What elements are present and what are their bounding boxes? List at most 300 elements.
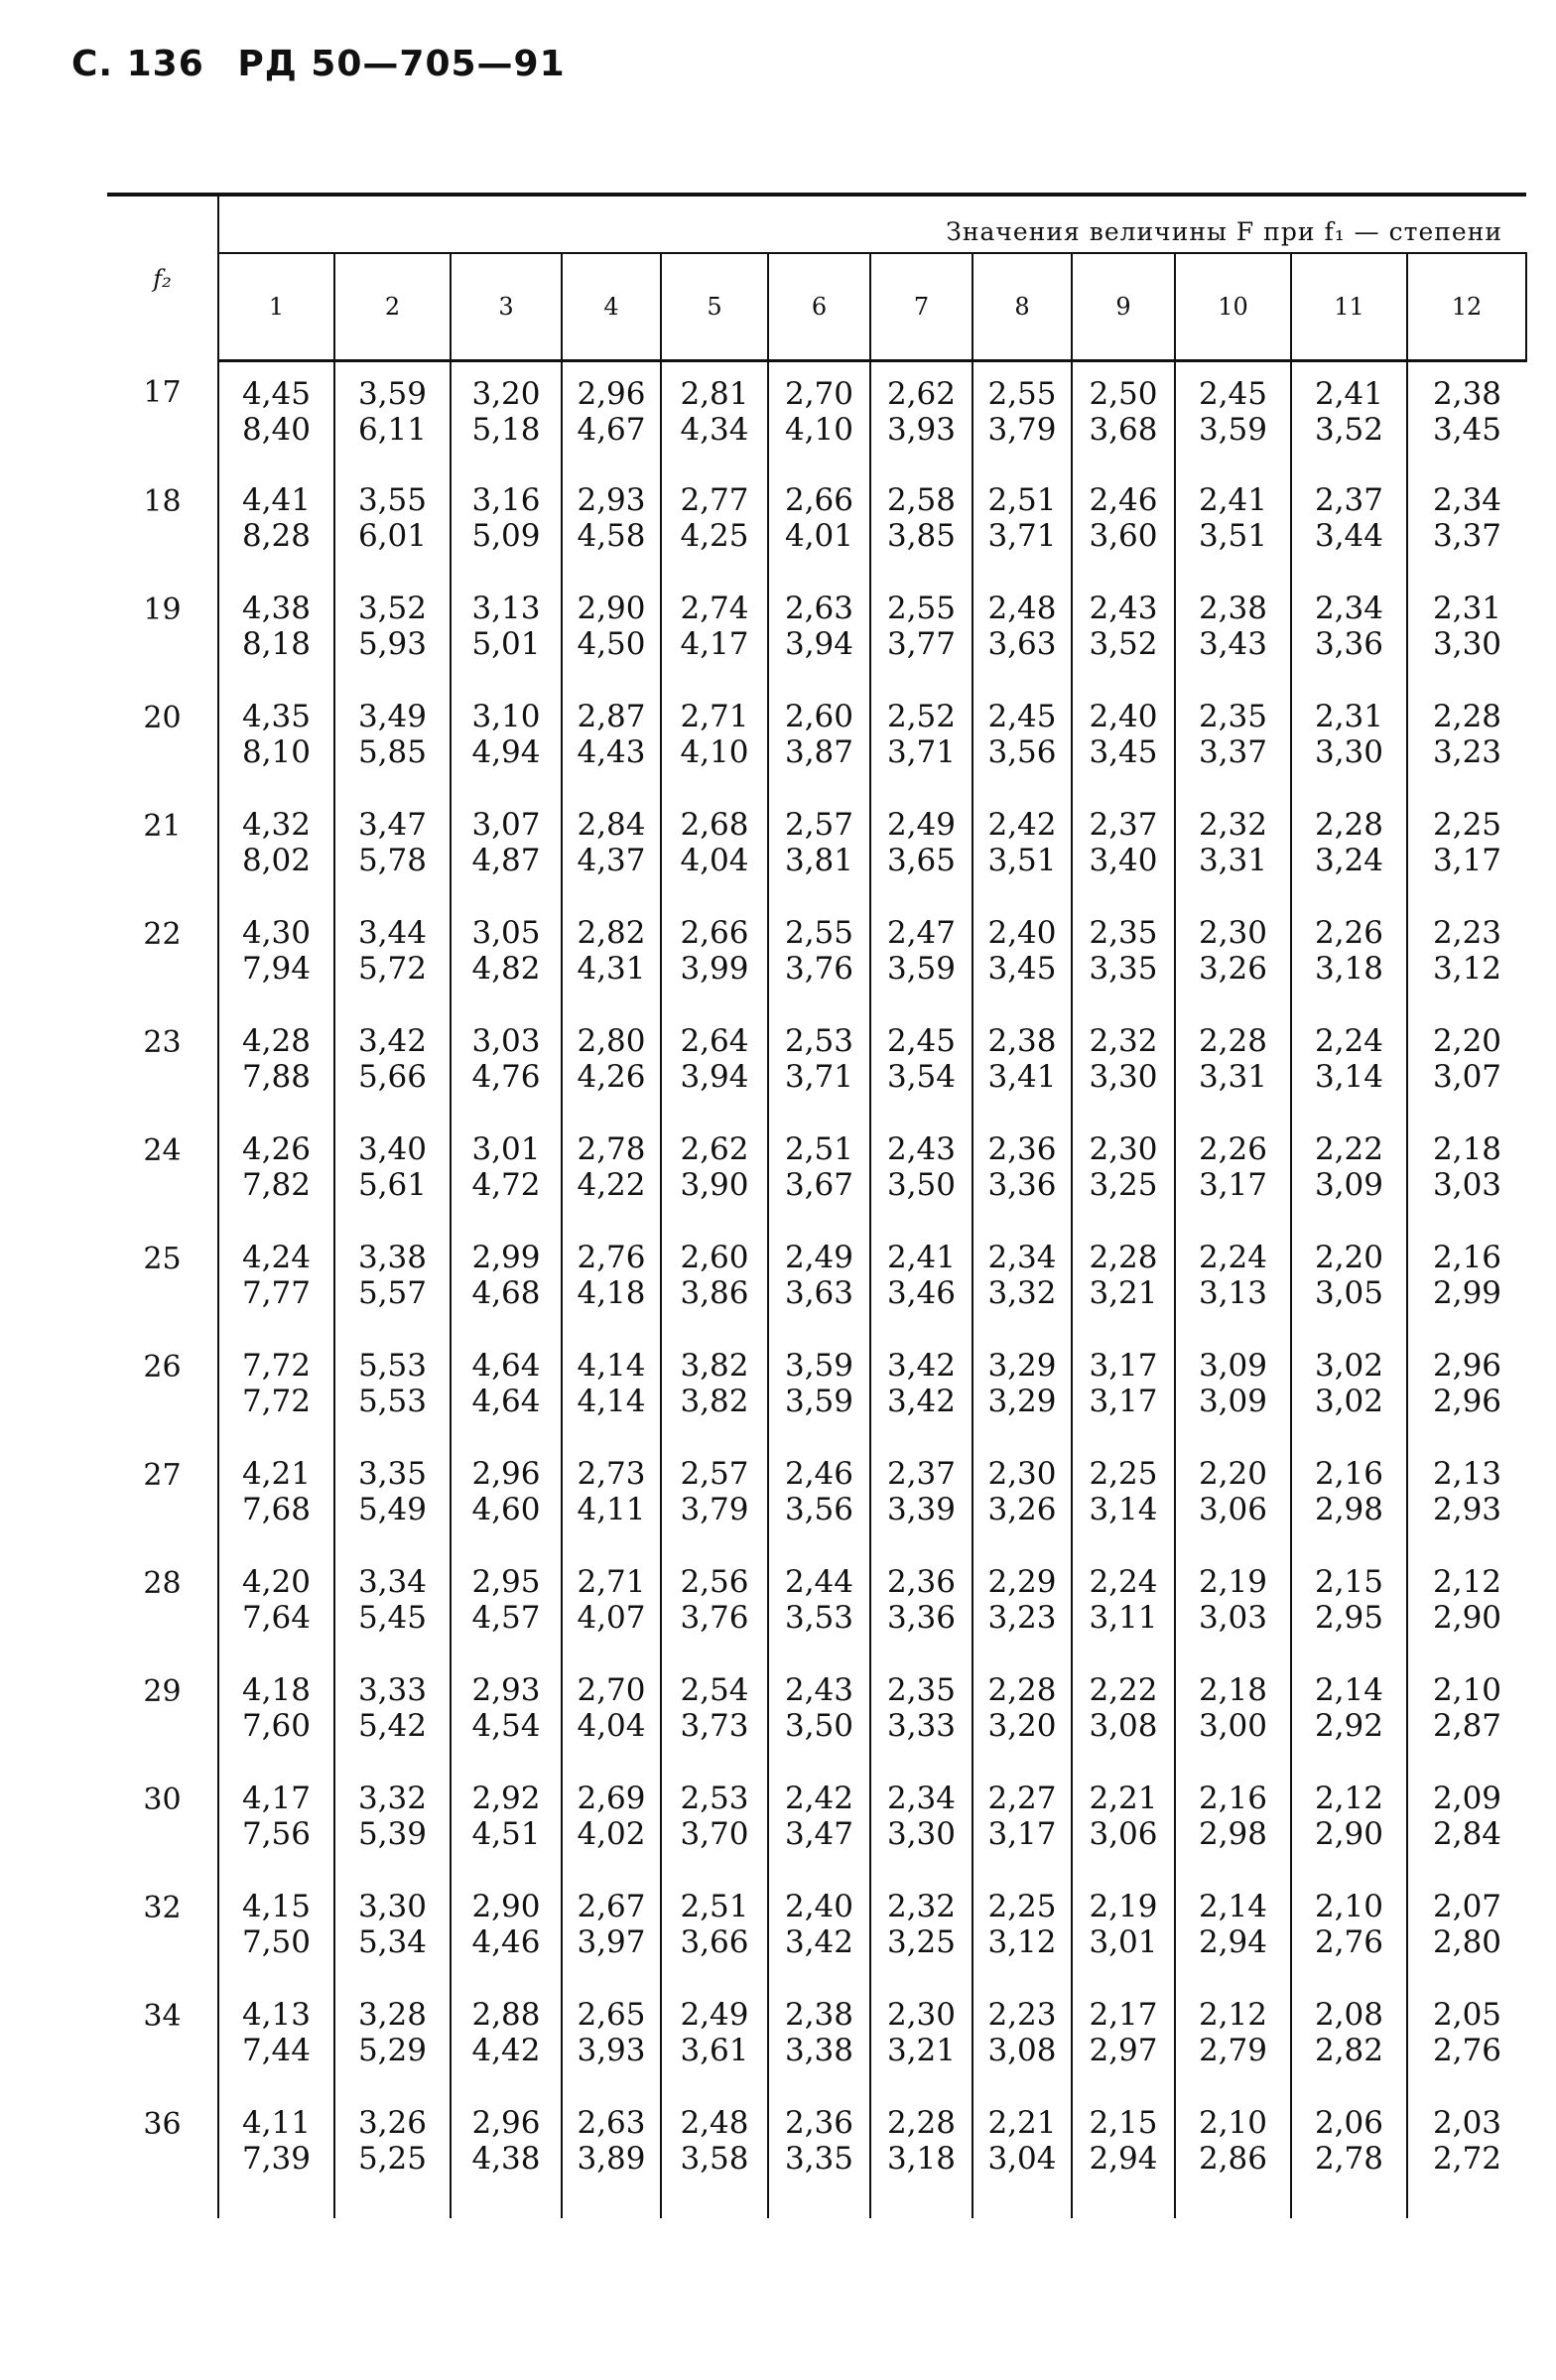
value-upper: 2,84 [577, 807, 646, 843]
value-lower: 3,97 [577, 1924, 646, 1960]
value-lower: 3,13 [1198, 1275, 1268, 1311]
table-cell [334, 1122, 451, 1230]
value-upper: 4,21 [241, 1456, 312, 1492]
table-cell [334, 797, 451, 905]
value-upper: 2,71 [680, 699, 749, 734]
value-lower: 3,00 [1198, 1708, 1268, 1744]
value-upper: 2,45 [886, 1023, 957, 1059]
value-lower: 3,50 [784, 1708, 854, 1744]
row-label-f2: 32 [143, 1891, 182, 1925]
value-upper: 2,32 [1198, 807, 1268, 843]
value-lower: 2,90 [1433, 1600, 1502, 1636]
value-lower: 2,80 [1433, 1924, 1502, 1960]
value-lower: 5,42 [357, 1708, 428, 1744]
value-lower: 3,12 [987, 1924, 1057, 1960]
table-cell [972, 1230, 1072, 1338]
row-label-f2: 28 [143, 1566, 182, 1601]
value-upper: 2,36 [784, 2105, 854, 2141]
table-cell [1407, 1879, 1526, 1987]
value-upper: 2,56 [680, 1564, 749, 1600]
value-lower: 4,34 [680, 412, 749, 448]
table-cell [451, 1879, 562, 1987]
table-cell [1072, 472, 1175, 581]
value-upper: 2,26 [1314, 915, 1384, 951]
table-cell [768, 472, 870, 581]
value-upper: 4,64 [471, 1348, 541, 1384]
value-upper: 2,69 [577, 1781, 646, 1816]
value-lower: 3,86 [680, 1275, 749, 1311]
value-lower: 3,37 [1198, 734, 1268, 770]
value-lower: 2,86 [1198, 2141, 1268, 2177]
value-upper: 2,14 [1198, 1889, 1268, 1924]
value-lower: 3,67 [784, 1167, 854, 1203]
value-lower: 2,79 [1198, 2033, 1268, 2068]
value-lower: 4,42 [471, 2033, 541, 2068]
value-upper: 2,74 [680, 591, 749, 626]
table-cell [562, 581, 661, 689]
table-cell [218, 2095, 334, 2218]
value-upper: 2,48 [987, 591, 1057, 626]
value-lower: 4,64 [471, 1384, 541, 1419]
table-cell [1407, 1554, 1526, 1662]
value-upper: 2,20 [1314, 1240, 1384, 1275]
value-upper: 2,49 [886, 807, 957, 843]
value-upper: 2,40 [784, 1889, 854, 1924]
value-upper: 4,35 [241, 699, 312, 734]
table-cell [870, 1230, 972, 1338]
table-cell [334, 1230, 451, 1338]
value-lower: 3,54 [886, 1059, 957, 1095]
value-lower: 4,02 [577, 1816, 646, 1852]
table-caption: Значения величины F при f₁ — степени [218, 195, 1526, 253]
column-header: 5 [661, 253, 768, 361]
value-lower: 3,90 [680, 1167, 749, 1203]
value-lower: 3,65 [886, 843, 957, 878]
value-lower: 3,51 [987, 843, 1057, 878]
table-cell [1072, 361, 1175, 473]
value-lower: 3,93 [577, 2033, 646, 2068]
value-lower: 3,25 [886, 1924, 957, 1960]
table-cell [870, 472, 972, 581]
table-cell [768, 797, 870, 905]
value-lower: 3,14 [1314, 1059, 1384, 1095]
value-upper: 2,63 [784, 591, 854, 626]
value-upper: 2,30 [1198, 915, 1268, 951]
value-lower: 7,56 [241, 1816, 312, 1852]
table-row [107, 361, 1526, 473]
value-upper: 2,60 [680, 1240, 749, 1275]
value-upper: 2,08 [1314, 1997, 1384, 2033]
value-lower: 2,94 [1198, 1924, 1268, 1960]
value-lower: 4,38 [471, 2141, 541, 2177]
table-row [107, 797, 1526, 905]
table-cell [1291, 581, 1407, 689]
table-cell [451, 905, 562, 1013]
table-cell [562, 1662, 661, 1771]
value-lower: 4,82 [471, 951, 541, 987]
column-header: 9 [1072, 253, 1175, 361]
value-lower: 3,59 [784, 1384, 854, 1419]
value-upper: 3,07 [471, 807, 541, 843]
table-row [107, 1013, 1526, 1122]
row-label-f2: 23 [143, 1025, 182, 1060]
value-upper: 3,28 [357, 1997, 428, 2033]
value-upper: 2,19 [1198, 1564, 1268, 1600]
table-cell [1291, 1122, 1407, 1230]
value-upper: 2,60 [784, 699, 854, 734]
table-cell [661, 1554, 768, 1662]
value-upper: 2,81 [680, 376, 749, 412]
value-lower: 4,54 [471, 1708, 541, 1744]
table-cell [661, 1013, 768, 1122]
value-upper: 2,80 [577, 1023, 646, 1059]
value-lower: 5,09 [471, 518, 541, 554]
value-lower: 3,09 [1198, 1384, 1268, 1419]
value-lower: 2,97 [1089, 2033, 1158, 2068]
table-cell [334, 1013, 451, 1122]
value-lower: 3,30 [886, 1816, 957, 1852]
value-lower: 2,92 [1314, 1708, 1384, 1744]
table-cell [1175, 689, 1291, 797]
value-upper: 2,25 [987, 1889, 1057, 1924]
table-cell [1072, 1771, 1175, 1879]
value-upper: 2,43 [1089, 591, 1158, 626]
value-lower: 3,40 [1089, 843, 1158, 878]
value-upper: 2,96 [471, 2105, 541, 2141]
value-lower: 3,63 [987, 626, 1057, 662]
table-cell [218, 689, 334, 797]
table-cell [1175, 1662, 1291, 1771]
value-lower: 3,35 [784, 2141, 854, 2177]
table-cell [661, 1662, 768, 1771]
value-upper: 2,40 [987, 915, 1057, 951]
table-header [107, 195, 1526, 361]
f-distribution-table [107, 193, 1527, 2218]
row-label-f2: 17 [143, 374, 182, 410]
table-cell [870, 361, 972, 473]
value-upper: 3,13 [471, 591, 541, 626]
value-upper: 2,09 [1433, 1781, 1502, 1816]
table-cell [768, 581, 870, 689]
table-cell [870, 1987, 972, 2095]
table-cell [1291, 1879, 1407, 1987]
row-label-f2: 27 [143, 1458, 182, 1493]
value-upper: 2,07 [1433, 1889, 1502, 1924]
value-lower: 3,66 [680, 1924, 749, 1960]
value-lower: 5,72 [357, 951, 428, 987]
table-row [107, 1446, 1526, 1554]
column-header: 10 [1175, 253, 1291, 361]
value-lower: 3,23 [987, 1600, 1057, 1636]
value-upper: 3,52 [357, 591, 428, 626]
value-upper: 3,40 [357, 1131, 428, 1167]
value-lower: 4,31 [577, 951, 646, 987]
value-upper: 2,26 [1198, 1131, 1268, 1167]
table-cell [661, 1230, 768, 1338]
value-upper: 3,09 [1198, 1348, 1268, 1384]
value-lower: 3,58 [680, 2141, 749, 2177]
table-cell [218, 1230, 334, 1338]
column-header-row [107, 253, 1526, 361]
value-upper: 2,95 [471, 1564, 541, 1600]
value-lower: 3,82 [680, 1384, 749, 1419]
value-upper: 2,10 [1314, 1889, 1384, 1924]
table-cell [1175, 1230, 1291, 1338]
value-lower: 3,08 [987, 2033, 1057, 2068]
value-upper: 2,34 [1314, 591, 1384, 626]
table-cell [562, 472, 661, 581]
value-upper: 2,34 [1433, 482, 1502, 518]
value-upper: 3,35 [357, 1456, 428, 1492]
table-cell [972, 1446, 1072, 1554]
table-cell [1407, 689, 1526, 797]
value-upper: 2,35 [886, 1672, 957, 1708]
value-upper: 2,68 [680, 807, 749, 843]
value-upper: 2,28 [987, 1672, 1057, 1708]
value-lower: 7,88 [241, 1059, 312, 1095]
table-cell [451, 1013, 562, 1122]
row-label-f2: 21 [143, 809, 182, 844]
value-lower: 3,71 [987, 518, 1057, 554]
value-lower: 3,20 [987, 1708, 1057, 1744]
value-lower: 4,11 [577, 1492, 646, 1527]
table-cell [1175, 1879, 1291, 1987]
column-header: 3 [451, 253, 562, 361]
table-row [107, 1230, 1526, 1338]
value-upper: 2,42 [784, 1781, 854, 1816]
table-cell [562, 905, 661, 1013]
value-upper: 2,62 [680, 1131, 749, 1167]
value-upper: 2,96 [577, 376, 646, 412]
value-lower: 3,05 [1314, 1275, 1384, 1311]
value-upper: 2,19 [1089, 1889, 1158, 1924]
table-cell [1072, 1554, 1175, 1662]
value-upper: 3,47 [357, 807, 428, 843]
value-upper: 2,53 [680, 1781, 749, 1816]
table-cell [451, 1662, 562, 1771]
value-upper: 3,55 [357, 482, 428, 518]
table-cell [870, 689, 972, 797]
table-cell [1175, 1338, 1291, 1446]
value-lower: 3,60 [1089, 518, 1158, 554]
value-lower: 3,76 [680, 1600, 749, 1636]
value-lower: 8,28 [241, 518, 312, 554]
table-cell [661, 1879, 768, 1987]
table-cell [334, 1771, 451, 1879]
value-upper: 3,26 [357, 2105, 428, 2141]
table-cell [972, 1554, 1072, 1662]
value-lower: 5,29 [357, 2033, 428, 2068]
value-upper: 2,13 [1433, 1456, 1502, 1492]
value-lower: 2,98 [1314, 1492, 1384, 1527]
table-cell [1175, 797, 1291, 905]
value-upper: 2,41 [1198, 482, 1268, 518]
row-label-f2: 34 [143, 1999, 182, 2034]
value-upper: 2,25 [1433, 807, 1502, 843]
value-upper: 2,92 [471, 1781, 541, 1816]
value-lower: 2,90 [1314, 1816, 1384, 1852]
value-upper: 2,22 [1314, 1131, 1384, 1167]
row-header-f2: f₂ [107, 195, 218, 361]
value-upper: 2,41 [886, 1240, 957, 1275]
table-cell [334, 1879, 451, 1987]
value-lower: 4,10 [680, 734, 749, 770]
table-cell [1407, 1338, 1526, 1446]
table-row [107, 472, 1526, 581]
value-lower: 2,96 [1433, 1384, 1502, 1419]
value-upper: 2,12 [1433, 1564, 1502, 1600]
table-cell [870, 1554, 972, 1662]
value-upper: 4,30 [241, 915, 312, 951]
value-upper: 2,62 [886, 376, 957, 412]
column-header: 7 [870, 253, 972, 361]
value-lower: 3,04 [987, 2141, 1057, 2177]
value-upper: 2,36 [987, 1131, 1057, 1167]
value-lower: 8,02 [241, 843, 312, 878]
table-cell [1072, 1338, 1175, 1446]
value-upper: 2,43 [886, 1131, 957, 1167]
value-upper: 2,24 [1089, 1564, 1158, 1600]
table-cell [218, 1662, 334, 1771]
value-upper: 2,12 [1198, 1997, 1268, 2033]
value-lower: 7,60 [241, 1708, 312, 1744]
table-cell [1407, 1987, 1526, 2095]
value-lower: 4,04 [577, 1708, 646, 1744]
table-cell [768, 1122, 870, 1230]
value-lower: 3,93 [886, 412, 957, 448]
value-upper: 2,57 [784, 807, 854, 843]
value-lower: 4,18 [577, 1275, 646, 1311]
value-lower: 4,94 [471, 734, 541, 770]
value-lower: 7,94 [241, 951, 312, 987]
value-upper: 2,65 [577, 1997, 646, 2033]
table-cell [661, 1771, 768, 1879]
value-lower: 5,66 [357, 1059, 428, 1095]
table-cell [334, 581, 451, 689]
table-cell [1175, 1446, 1291, 1554]
value-upper: 2,87 [577, 699, 646, 734]
table-cell [768, 1338, 870, 1446]
value-lower: 8,10 [241, 734, 312, 770]
value-lower: 4,58 [577, 518, 646, 554]
value-upper: 2,41 [1314, 376, 1384, 412]
value-upper: 2,06 [1314, 2105, 1384, 2141]
table-cell [562, 1230, 661, 1338]
value-upper: 2,32 [886, 1889, 957, 1924]
table-cell [218, 1446, 334, 1554]
value-upper: 2,55 [784, 915, 854, 951]
value-upper: 2,96 [471, 1456, 541, 1492]
value-lower: 3,43 [1198, 626, 1268, 662]
row-label-f2: 22 [143, 917, 182, 952]
value-lower: 3,24 [1314, 843, 1384, 878]
table-cell [1407, 2095, 1526, 2218]
table-cell [768, 1230, 870, 1338]
table-cell [562, 1013, 661, 1122]
value-lower: 3,31 [1198, 1059, 1268, 1095]
value-upper: 2,18 [1433, 1131, 1502, 1167]
value-upper: 2,05 [1433, 1997, 1502, 2033]
value-lower: 3,52 [1314, 412, 1384, 448]
value-lower: 7,64 [241, 1600, 312, 1636]
value-lower: 7,68 [241, 1492, 312, 1527]
table-cell [972, 361, 1072, 473]
value-lower: 5,49 [357, 1492, 428, 1527]
value-upper: 2,45 [987, 699, 1057, 734]
table-cell [1072, 1662, 1175, 1771]
table-cell [1407, 361, 1526, 473]
table-cell [1291, 1338, 1407, 1446]
document-code: РД 50—705—91 [237, 44, 566, 84]
value-upper: 2,51 [987, 482, 1057, 518]
table-cell [218, 1554, 334, 1662]
column-header: 4 [562, 253, 661, 361]
table-cell [218, 905, 334, 1013]
value-lower: 3,50 [886, 1167, 957, 1203]
value-lower: 3,61 [680, 2033, 749, 2068]
value-lower: 7,44 [241, 2033, 312, 2068]
table-cell [334, 1338, 451, 1446]
value-lower: 3,63 [784, 1275, 854, 1311]
value-lower: 2,87 [1433, 1708, 1502, 1744]
table-cell [334, 1987, 451, 2095]
value-upper: 2,30 [1089, 1131, 1158, 1167]
value-lower: 3,26 [1198, 951, 1268, 987]
value-upper: 2,10 [1198, 2105, 1268, 2141]
table-cell [768, 1879, 870, 1987]
table-cell [451, 581, 562, 689]
value-lower: 3,17 [1089, 1384, 1158, 1419]
table-cell [1291, 1554, 1407, 1662]
value-upper: 4,14 [577, 1348, 646, 1384]
table-cell [870, 1771, 972, 1879]
table-cell [1175, 1987, 1291, 2095]
value-lower: 4,46 [471, 1924, 541, 1960]
value-lower: 3,42 [784, 1924, 854, 1960]
table-cell [870, 797, 972, 905]
value-upper: 3,59 [784, 1348, 854, 1384]
row-label-f2: 30 [143, 1783, 182, 1817]
value-upper: 2,50 [1089, 376, 1158, 412]
table-cell [1407, 1771, 1526, 1879]
value-upper: 2,46 [784, 1456, 854, 1492]
table-cell [972, 1662, 1072, 1771]
value-upper: 2,28 [1089, 1240, 1158, 1275]
value-lower: 5,85 [357, 734, 428, 770]
value-lower: 5,18 [471, 412, 541, 448]
value-lower: 4,76 [471, 1059, 541, 1095]
value-lower: 3,11 [1089, 1600, 1158, 1636]
table-cell [1291, 905, 1407, 1013]
value-lower: 3,26 [987, 1492, 1057, 1527]
table-cell [218, 361, 334, 473]
value-lower: 3,37 [1433, 518, 1502, 554]
value-lower: 2,76 [1433, 2033, 1502, 2068]
table-cell [870, 1338, 972, 1446]
table-cell [870, 1446, 972, 1554]
table-cell [661, 689, 768, 797]
table-row [107, 1554, 1526, 1662]
value-lower: 3,06 [1089, 1816, 1158, 1852]
row-label-f2: 19 [143, 593, 182, 627]
value-lower: 3,36 [886, 1600, 957, 1636]
table-cell [1072, 689, 1175, 797]
value-upper: 2,96 [1433, 1348, 1502, 1384]
value-lower: 3,76 [784, 951, 854, 987]
table-cell [1072, 1013, 1175, 1122]
value-lower: 3,39 [886, 1492, 957, 1527]
value-lower: 6,11 [357, 412, 428, 448]
